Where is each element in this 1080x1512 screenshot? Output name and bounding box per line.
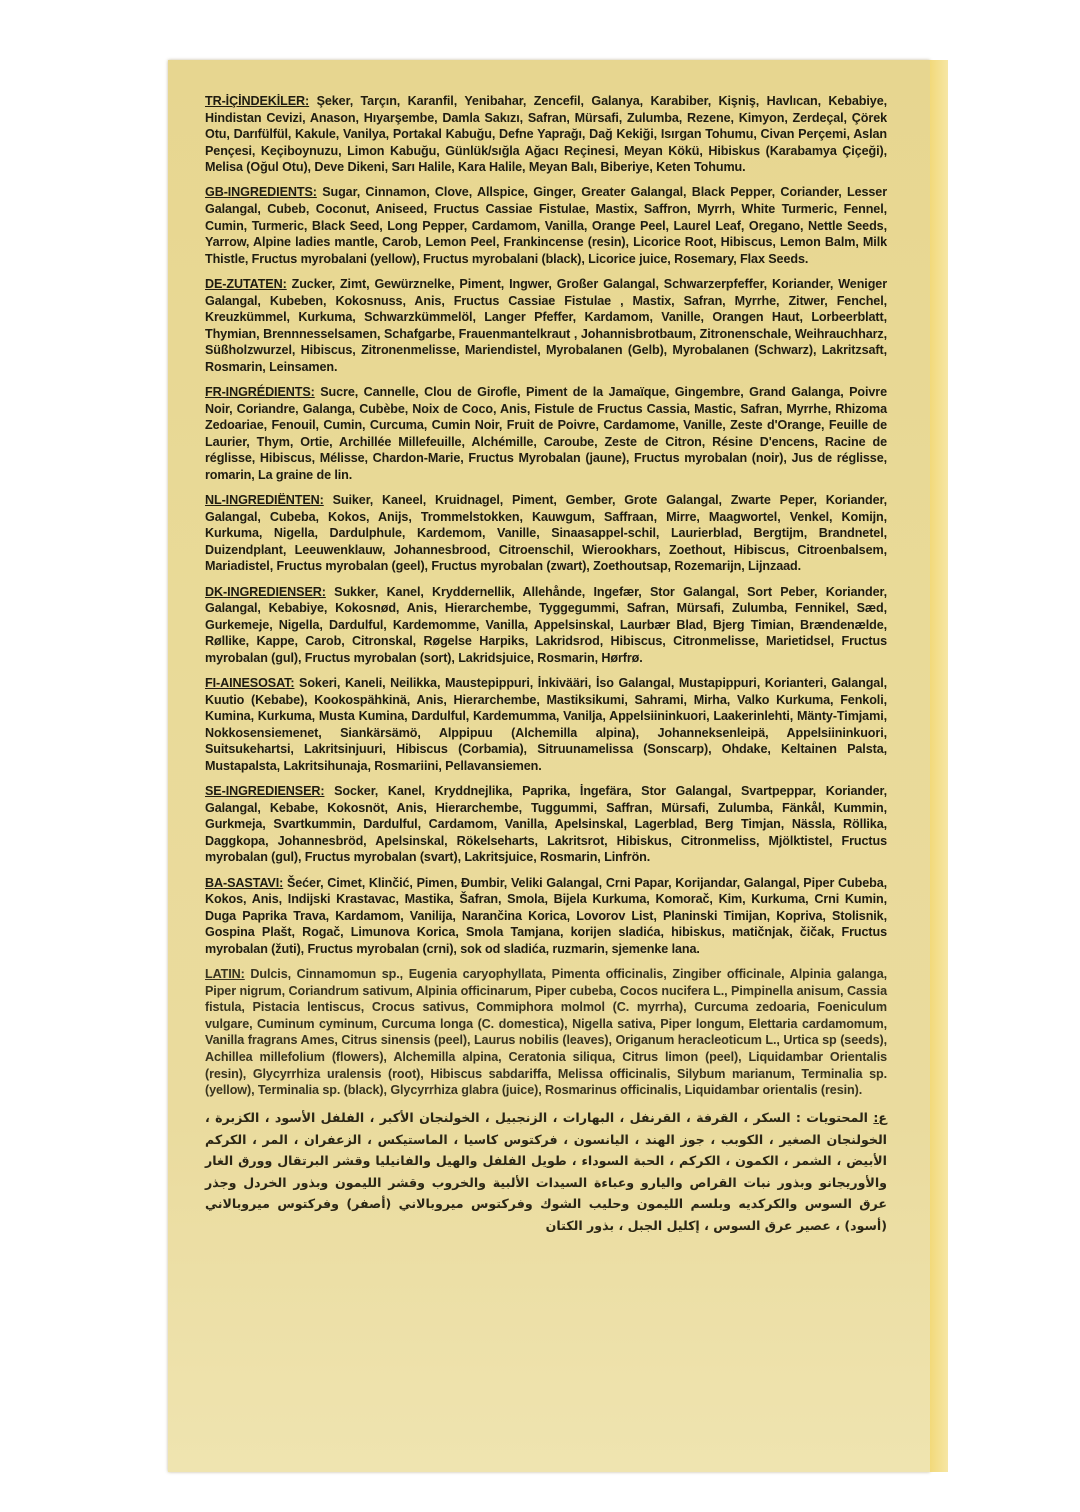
section-heading: DE-ZUTATEN: <box>205 276 287 291</box>
section-heading: DK-INGREDIENSER: <box>205 584 326 599</box>
section-heading: ع: <box>873 1110 887 1126</box>
section-text: Sucre, Cannelle, Clou de Girofle, Piment de la Jamaïque, Gingembre, Grand Galanga, Poivre Noir, Coriandre, Galanga, Cubèbe, Noix de Coco, Anis, Fistule de Fructus Cassia, Mastic, Safran, Myrrhe, Rhizoma Zedoariae, Fenouil, Cumin, Curcuma, Cumin Noir, Fruit de Poivre, Cardamome, Vanille, Zeste d'Orange, Feuille de Laurier, Thym, Ortie, Archillée Millefeuille, Alchémille, Caroube, Zeste de Citron, Résine D'encens, Racine de réglisse, Hibiscus, Mélisse, Chardon-Marie, Fructus Myrobalan (jaune), Fructus myrobalan (noir), Jus de réglisse, romarin, La graine de lin. <box>205 385 887 482</box>
section-heading: GB-INGREDIENTS: <box>205 185 317 200</box>
section-text: Suiker, Kaneel, Kruidnagel, Piment, Gember, Grote Galangal, Zwarte Peper, Koriander, Galangal, Cubeba, Kokos, Anijs, Trommelstokken, Kauwgum, Saffraan, Mirre, Maagwortel, Venkel, Komijn, Kurkuma, Nigella, Dardulphule, Kardemom, Vanille, Sinaasappel-schil, Laurierblad, Bergtijm, Brandnetel, Duizendplant, Leeuwenklauw, Johannesbrood, Citroenschil, Wierookhars, Zoethout, Hibiscus, Citroenbalsem, Mariadistel, Fructus myrobalan (geel), Fructus myrobalan (zwart), Zoethoutsap, Rozemarijn, Lijnzaad. <box>205 493 887 574</box>
section-text: Dulcis, Cinnamomun sp., Eugenia caryophyllata, Pimenta officinalis, Zingiber officinale, Alpinia galanga, Piper nigrum, Coriandrum sativum, Alpinia officinarum, Piper cubeba, Cocos nucifera L., Pimpinella anisum, Cassia fistula, Pistacia lentiscus, Crocus sativus, Commiphora molmol (C. myrrha), Curcuma zedoaria, Foeniculum vulgare, Cuminum cyminum, Curcuma longa (C. domestica), Nigella sativa, Piper longum, Elettaria cardamomum, Vanilla fragrans Ames, Citrus sinensis (peel), Laurus nobilis (leaves), Origanum heracleoticum L., Urtica sp (seeds), Achillea millefolium (flowers), Alchemilla alpina, Ceratonia siliqua, Citrus limon (peel), Liquidambar Orientalis (resin), Glycyrrhiza uralensis (root), Hibiscus sabdariffa, Melissa officinalis, Silybum marianum, Terminalia sp. (yellow), Terminalia sp. (black), Glycyrrhiza glabra (juice), Rosmarinus officinalis, Liquidambar orientalis (resin). <box>205 967 887 1098</box>
section-heading: FR-INGRÉDIENTS: <box>205 385 315 399</box>
section-text: المحتويات : السكر ، القرفة ، القرنفل ، البهارات ، الزنجبيل ، الخولنجان الأكبر ، الفلفل الأسود ، الكزبرة ، الخولنجان الصغير ، الكوبب ، جوز الهند ، اليانسون ، فركتوس كاسيا ، الماستيكس ، الزعفران ، المر ، الكركم الأبيض ، الشمر ، الكمون ، الكركم ، الحبة السوداء ، طويل الفلفل والهيل والفانيليا وقشر البرتقال وورق الغار والأوريجانو وبذور نبات القراص واليارو وعباءة السيدات الألبية والخروب وقشر الليمون وبذور الخردل وجذر عرق السوس والكركديه وبلسم الليمون وحليب الشوك وفركتوس ميروبالاني (أصفر) وفركتوس ميروبالاني (أسود) ، عصير عرق السوس ، إكليل الجبل ، بذور الكتان <box>205 1110 887 1233</box>
section-text: Sukker, Kanel, Kryddernellik, Allehånde, Ingefær, Stor Galangal, Sort Peber, Koriander, Galangal, Kebabiye, Kokosnød, Anis, Hierarchembe, Tyggegummi, Safran, Mürsafi, Zulumba, Fennikel, Sæd, Gurkemeje, Nigella, Dardulful, Kardemomme, Vanilla, Appelsinskal, Laurbær Blad, Bjerg Timian, Brændenælde, Røllike, Kappe, Carob, Citronskal, Røgelse Harpiks, Lakridsrod, Hibiscus, Citronmelisse, Marietidsel, Fructus myrobalan (gul), Fructus myrobalan (sort), Lakridsjuice, Rosmarin, Hørfrø. <box>205 584 887 665</box>
section-text: Sugar, Cinnamon, Clove, Allspice, Ginger, Greater Galangal, Black Pepper, Coriander, Lesser Galangal, Cubeb, Coconut, Aniseed, Fructus Cassiae Fistulae, Mastix, Saffron, Myrrh, White Turmeric, Fennel, Cumin, Turmeric, Black Seed, Long Pepper, Cardamom, Vanilla, Orange Peel, Laurel Leaf, Oregano, Nettle Seeds, Yarrow, Alpine ladies mantle, Carob, Lemon Peel, Frankincense (resin), Licorice Root, Hibiscus, Lemon Balm, Milk Thistle, Fructus myrobalani (yellow), Fructus myrobalani (black), Licorice juice, Rosemary, Flax Seeds. <box>205 185 887 266</box>
section-heading: BA-SASTAVI: <box>205 875 284 890</box>
ingredients-se <box>205 783 887 866</box>
section-heading: TR-İÇİNDEKİLER: <box>205 94 310 108</box>
ingredients-ba <box>205 875 887 958</box>
section-text: Şeker, Tarçın, Karanfil, Yenibahar, Zencefil, Galanya, Karabiber, Kişniş, Havlıcan, Kebabiye, Hindistan Cevizi, Anason, Hıyarşembe, Damla Sakızı, Safran, Mürsafi, Zulumba, Rezene, Kimyon, Zerdeçal, Çörek Otu, Darıfülfül, Kakule, Vanilya, Portakal Kabuğu, Defne Yaprağı, Dağ Kekiği, Isırgan Tohumu, Civan Perçemi, Aslan Pençesi, Keçiboynuzu, Limon Kabuğu, Günlük/sığla Ağacı Reçinesi, Meyan Kökü, Hibiskus (Karabamya Çiçeği), Melisa (Oğul Otu), Deve Dikeni, Sarı Halile, Kara Halile, Meyan Balı, Biberiye, Keten Tohumu. <box>205 94 887 175</box>
ingredients-tr <box>205 93 887 176</box>
ingredients-de <box>205 276 887 376</box>
section-heading: SE-INGREDIENSER: <box>205 784 325 799</box>
ingredients-arabic <box>205 1107 887 1236</box>
section-heading: LATIN: <box>205 967 245 981</box>
ingredients-latin <box>205 966 887 1099</box>
ingredients-fr <box>205 384 887 484</box>
ingredients-dk <box>205 584 887 667</box>
ingredients-gb <box>205 184 887 267</box>
section-heading: NL-INGREDIËNTEN: <box>205 493 324 508</box>
ingredients-fi <box>205 675 887 775</box>
section-text: Socker, Kanel, Kryddnejlika, Paprika, İngefära, Stor Galangal, Svartpeppar, Koriander, Galangal, Kebabe, Kokosnöt, Anis, Hierarchembe, Tuggummi, Saffran, Mürsafi, Zulumba, Fänkål, Kummin, Gurkmeja, Svartkummin, Dardulful, Cardamom, Vanilla, Apelsinskal, Lagerblad, Berg Timjan, Nässla, Röllika, Daggkopa, Johannesbröd, Apelsinskal, Rökelseharts, Lakritsrot, Hibiskus, Citronmeliss, Mjölktistel, Fructus myrobalan (gul), Fructus myrobalan (svart), Lakritsjuice, Rosmarin, Linfrön. <box>205 784 887 865</box>
section-text: Šećer, Cimet, Klinčić, Pimen, Đumbir, Veliki Galangal, Crni Papar, Korijandar, Galangal, Piper Cubeba, Kokos, Anis, Indijski Krastavac, Mastika, Šafran, Smola, Bijela Kurkuma, Komorač, Kim, Kurkuma, Crni Kumin, Duga Paprika Trava, Kardamom, Vanilija, Narančina Korica, Lovorov List, Planinski Timijan, Kopriva, Stolisnik, Gospina Plašt, Rogač, Limunova Korica, Smola Tamjana, korijen sladića, hibiskus, matičnjak, čičak, Fructus myrobalan (žuti), Fructus myrobalan (crni), sok od sladića, ruzmarin, sjemenke lana. <box>205 875 887 956</box>
section-heading: FI-AINESOSAT: <box>205 676 295 690</box>
ingredients-panel <box>205 93 887 1249</box>
section-text: Zucker, Zimt, Gewürznelke, Piment, Ingwer, Großer Galangal, Schwarzerpfeffer, Koriander, Weniger Galangal, Kubeben, Kokosnuss, Anis, Fructus Cassiae Fistulae , Mastix, Safran, Myrrhe, Zitwer, Fenchel, Kreuzkümmel, Kurkuma, Schwarzkümmelöl, Langer Pfeffer, Kardamom, Vanille, Orangen Haut, Lorbeerblatt, Thymian, Brennnesselsamen, Schafgarbe, Frauenmantelkraut , Johannisbrotbaum, Zitronenschale, Weihrauchharz, Süßholzwurzel, Hibiscus, Zitronenmelisse, Mariendistel, Myrobalanen (Gelb), Myrobalanen (Schwarz), Lakritzsaft, Rosmarin, Leinsamen. <box>205 276 887 374</box>
ingredients-nl <box>205 492 887 575</box>
package-side-flap <box>930 60 948 1472</box>
section-text: Sokeri, Kaneli, Neilikka, Maustepippuri, İnkivääri, İso Galangal, Mustapippuri, Korianteri, Galangal, Kuutio (Kebabe), Kookospähkinä, Anis, Hierarchembe, Mastiksikumi, Sahrami, Mirha, Valko Kurkuma, Fenkoli, Kumina, Kurkuma, Musta Kumina, Dardulful, Kardemumma, Vanilja, Appelsiininkuori, Laakerinlehti, Mänty-Timjami, Nokkosensiemenet, Siankärsämö, Alppipuu (Alchemilla alpina), Johanneksenleipä, Appelsiininkuori, Suitsukehartsi, Lakritsinjuuri, Hibiscus (Corbamia), Sitruunamelissa (Sonscarp), Ohdake, Keltainen Palsta, Mustapalsta, Lakritsihunaja, Rosmariini, Pellavansiemen. <box>205 676 887 773</box>
